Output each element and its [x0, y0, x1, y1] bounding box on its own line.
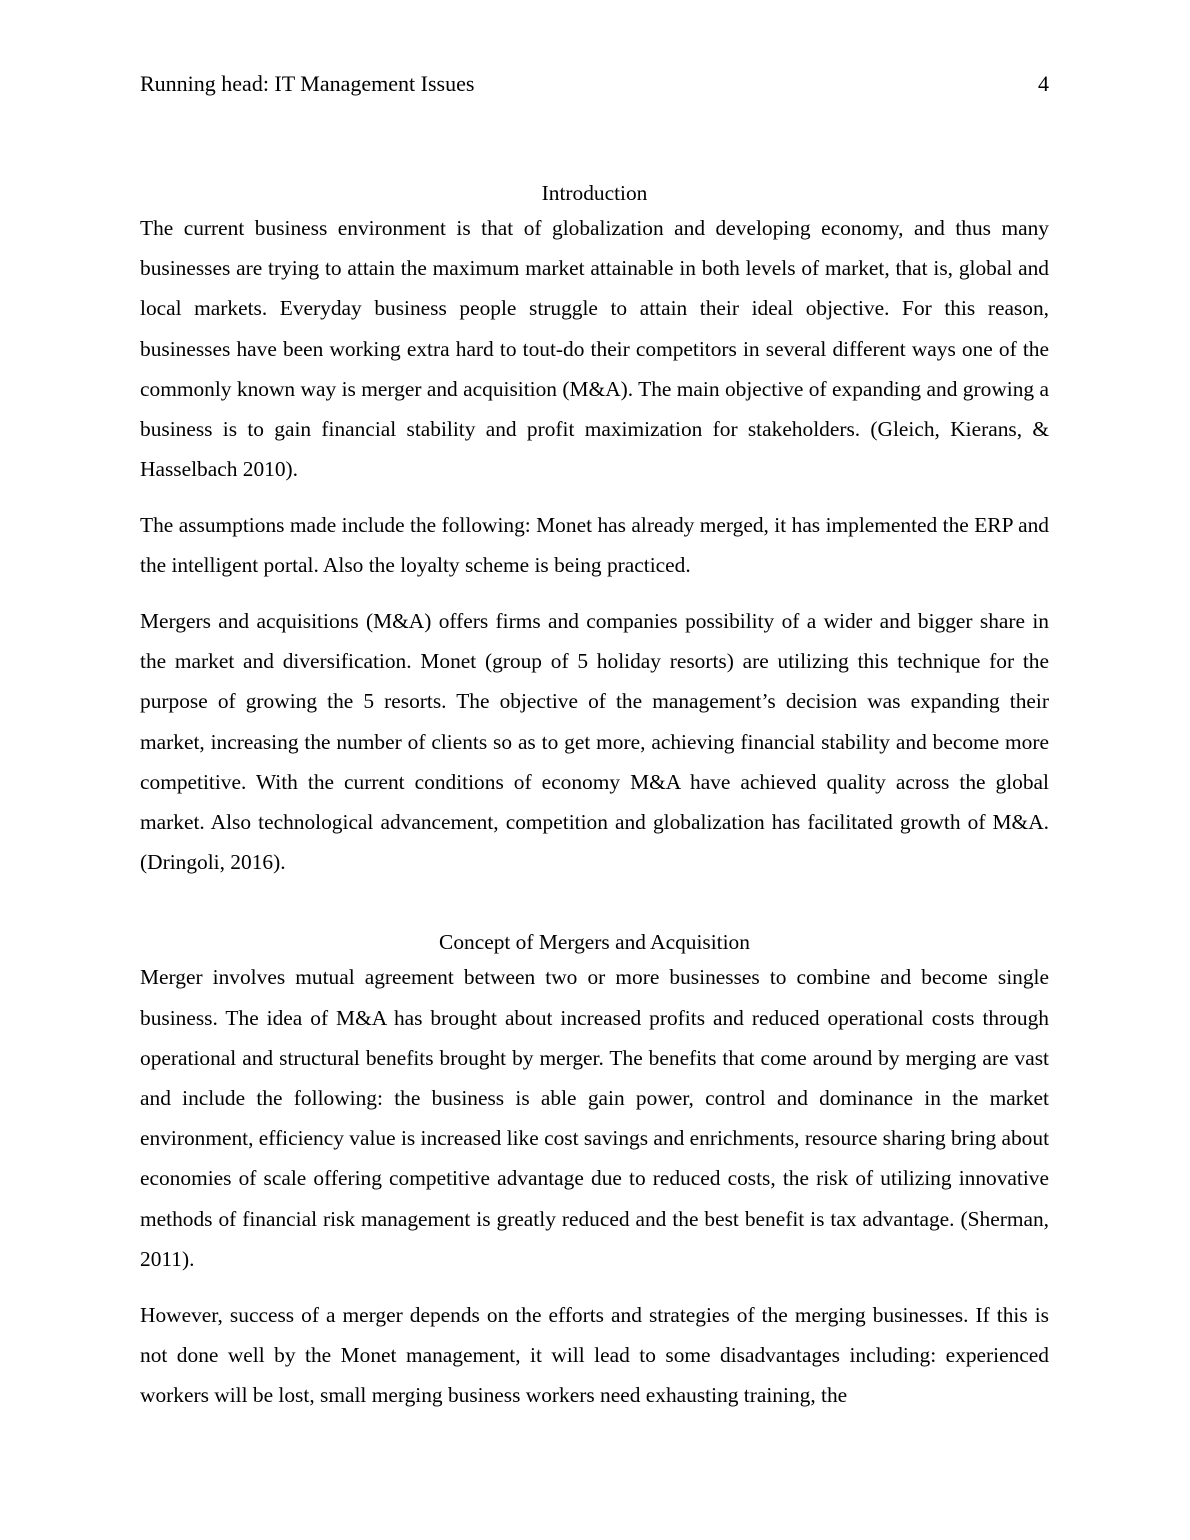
paragraph: The assumptions made include the following: Monet has already merged, it has implemented the ERP and the intelligent portal. Also the loyalty scheme is being practiced.	[140, 513, 1049, 578]
section-heading: Introduction	[541, 181, 648, 205]
section-introduction	[140, 178, 1049, 882]
page-header	[140, 70, 1049, 98]
paragraph: The current business environment is that of globalization and developing economy, and thus many businesses are trying to attain the maximum market attainable in both levels of market, that is, global and local markets. Everyday business people struggle to attain their ideal objective. For this reason, businesses have been working extra hard to tout-do their competitors in several different ways one of the commonly known way is merger and acquisition (M&A). The main objective of expanding and growing a business is to gain financial stability and profit maximization for stakeholders. (Gleich, Kierans, & Hasselbach 2010).	[140, 216, 1049, 482]
paragraph: Merger involves mutual agreement between two or more businesses to combine and become single business. The idea of M&A has brought about increased profits and reduced operational costs through operational and structural benefits brought by merger. The benefits that come around by merging are vast and include the following: the business is able gain power, control and dominance in the market environment, efficiency value is increased like cost savings and enrichments, resource sharing bring about economies of scale offering competitive advantage due to reduced costs, the risk of utilizing innovative methods of financial risk management is greatly reduced and the best benefit is tax advantage. (Sherman, 2011).	[140, 965, 1050, 1271]
paragraph: Mergers and acquisitions (M&A) offers firms and companies possibility of a wider and bigger share in the market and diversification. Monet (group of 5 holiday resorts) are utilizing this technique for the purpose of growing the 5 resorts. The objective of the management’s decision was expanding their market, increasing the number of clients so as to get more, achieving financial stability and become more competitive. With the current conditions of economy M&A have achieved quality across the global market. Also technological advancement, competition and globalization has facilitated growth of M&A. (Dringoli, 2016).	[140, 609, 1049, 875]
paragraph: However, success of a merger depends on the efforts and strategies of the merging businesses. If this is not done well by the Monet management, it will lead to some disadvantages including: experienced workers will be lost, small merging business workers need exhausting training, the	[140, 1302, 1049, 1408]
document-body	[140, 178, 1049, 1431]
page-number: 4	[1038, 71, 1049, 96]
section-concept	[140, 927, 1049, 1415]
running-head: Running head: IT Management Issues	[140, 71, 475, 96]
section-heading: Concept of Mergers and Acquisition	[439, 930, 750, 955]
